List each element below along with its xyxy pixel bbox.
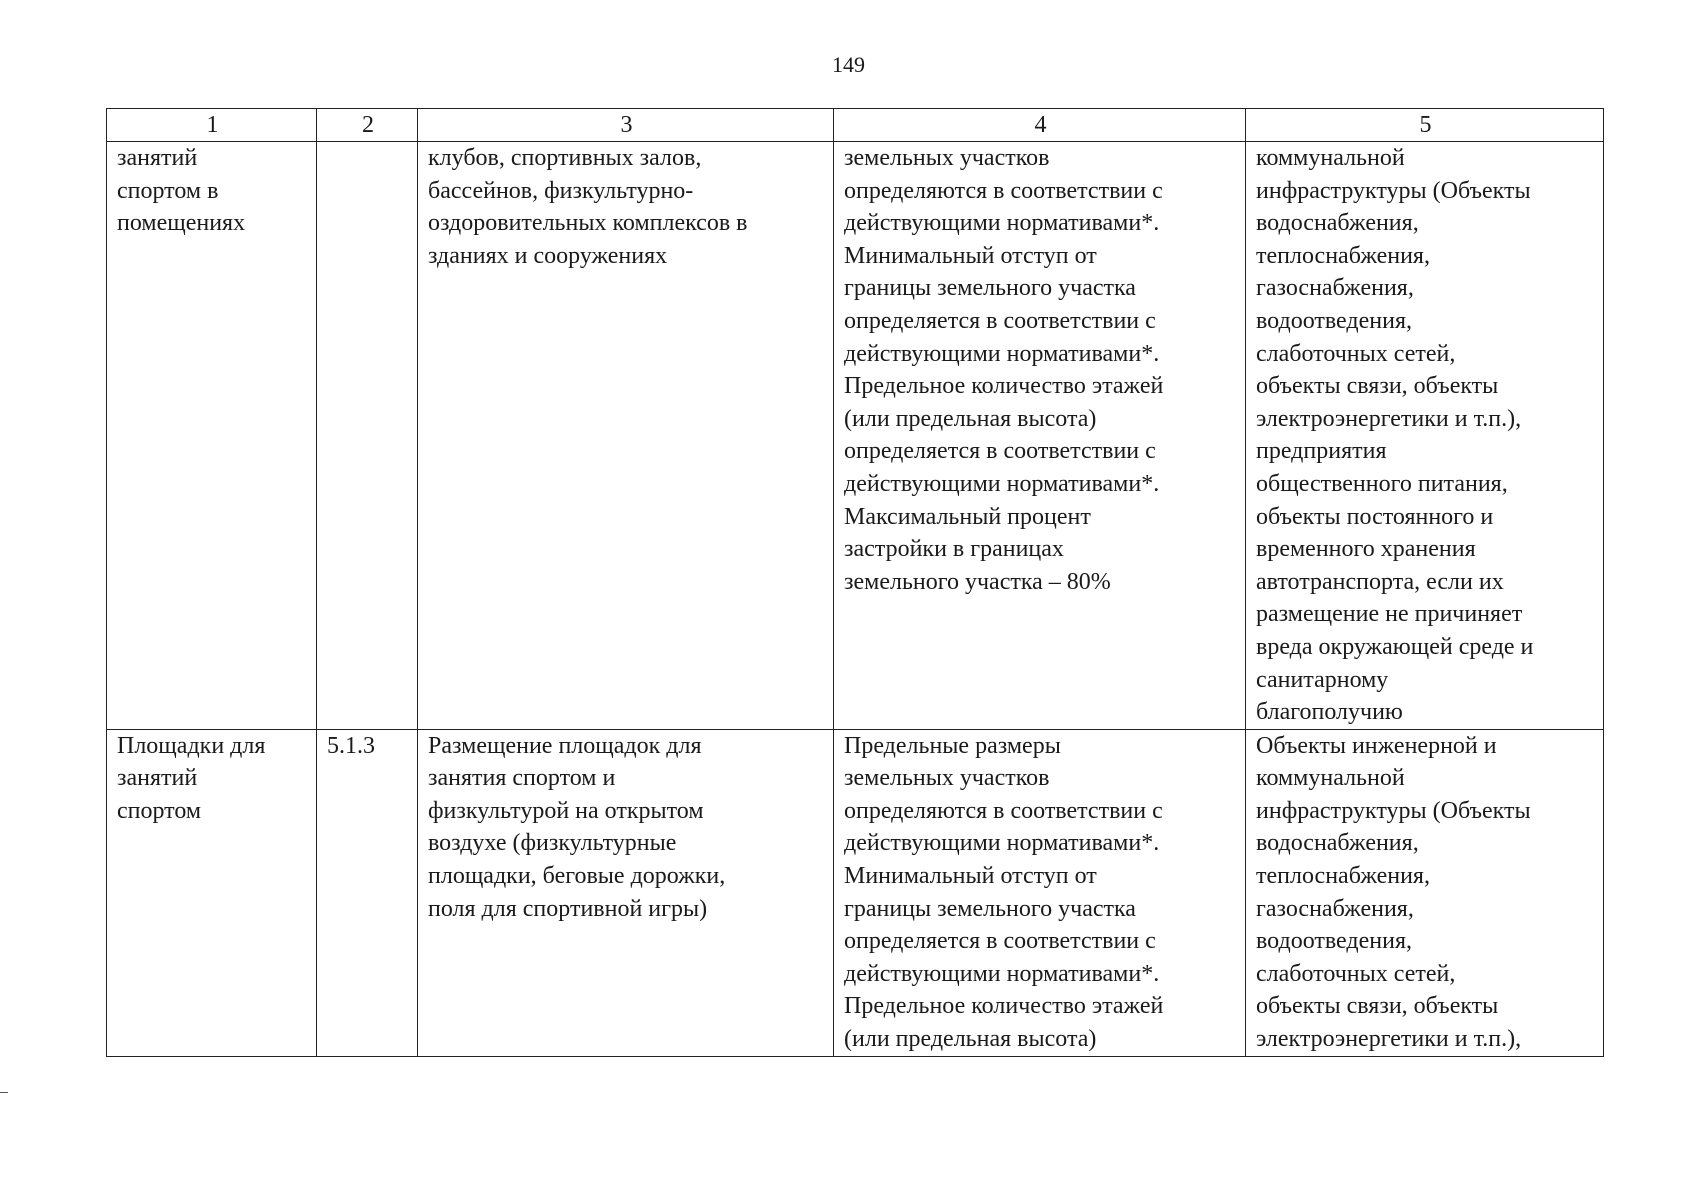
use-description-cell: Размещение площадок для занятия спортом и физкультурой на открытом воздухе (физкультурные площадки, беговые дорожки, поля для спортивной игры) xyxy=(418,729,834,1056)
use-code-cell xyxy=(317,142,418,730)
use-code-cell: 5.1.3 xyxy=(317,729,418,1056)
use-description-cell: клубов, спортивных залов, бассейнов, физкультурно- оздоровительных комплексов в зданиях и сооружениях xyxy=(418,142,834,730)
table-row xyxy=(107,729,1604,1056)
parameters-cell: земельных участков определяются в соответствии с действующими нормативами*. Минимальный отступ от границы земельного участка определяется в соответствии с действующими нормативами*. Предельное количество этажей (или предельная высота) определяется в соответствии с действующими нормативами*. Максимальный процент застройки в границах земельного участка – 80% xyxy=(834,142,1246,730)
column-header-1: 1 xyxy=(107,109,317,142)
margin-mark xyxy=(0,1092,8,1093)
column-header-4: 4 xyxy=(834,109,1246,142)
parameters-cell: Предельные размеры земельных участков определяются в соответствии с действующими нормативами*. Минимальный отступ от границы земельного участка определяется в соответствии с действующими нормативами*. Предельное количество этажей (или предельная высота) xyxy=(834,729,1246,1056)
column-header-2: 2 xyxy=(317,109,418,142)
page-number: 149 xyxy=(832,52,865,77)
auxiliary-uses-cell: коммунальной инфраструктуры (Объекты водоснабжения, теплоснабжения, газоснабжения, водоотведения, слаботочных сетей, объекты связи, объекты электроэнергетики и т.п.), предприятия общественного питания, объекты постоянного и временного хранения автотранспорта, если их размещение не причиняет вреда окружающей среде и санитарному благополучию xyxy=(1246,142,1604,730)
use-type-name-cell: занятий спортом в помещениях xyxy=(107,142,317,730)
use-type-name-cell: Площадки для занятий спортом xyxy=(107,729,317,1056)
auxiliary-uses-cell: Объекты инженерной и коммунальной инфраструктуры (Объекты водоснабжения, теплоснабжения, газоснабжения, водоотведения, слаботочных сетей, объекты связи, объекты электроэнергетики и т.п.), xyxy=(1246,729,1604,1056)
column-header-5: 5 xyxy=(1246,109,1604,142)
table-header-row xyxy=(107,109,1604,142)
column-header-3: 3 xyxy=(418,109,834,142)
table-row xyxy=(107,142,1604,730)
land-use-table xyxy=(106,108,1604,1057)
